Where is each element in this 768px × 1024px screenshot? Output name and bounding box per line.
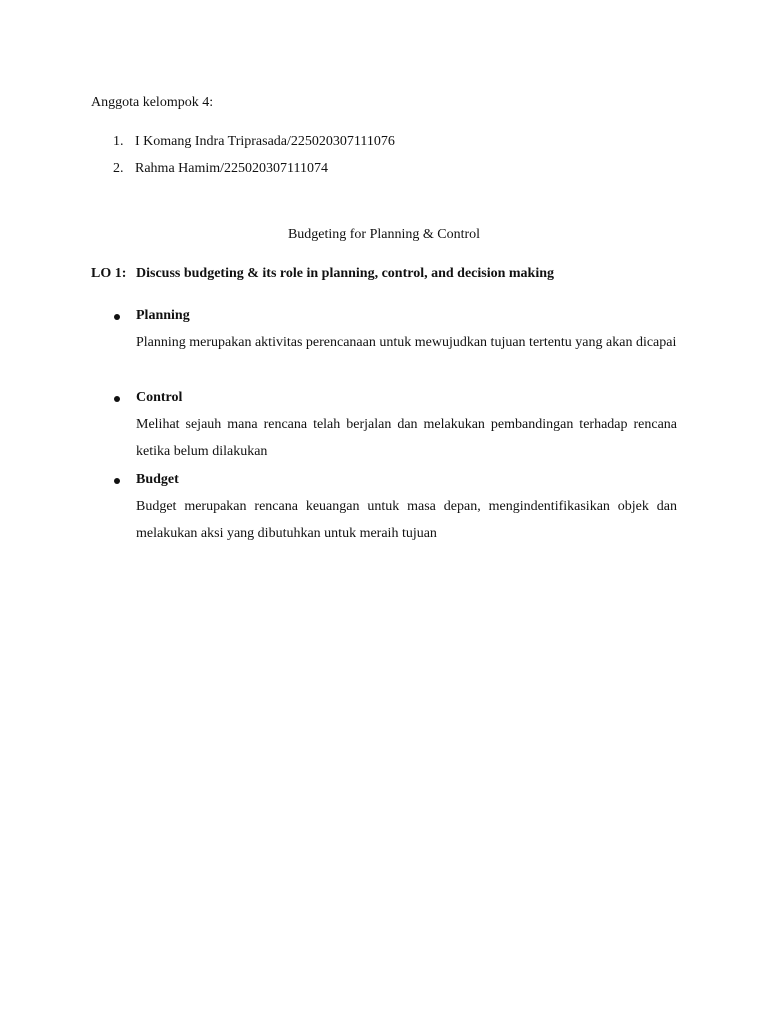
- bullet-icon: [114, 314, 120, 320]
- learning-objective-code: LO 1:: [91, 266, 127, 281]
- bullet-icon: [114, 396, 120, 402]
- member-number: 1.: [113, 134, 124, 149]
- learning-objective-text: Discuss budgeting & its role in planning, control, and decision making: [136, 266, 555, 281]
- bullet-icon: [114, 478, 120, 484]
- member-item: [113, 134, 395, 150]
- member-text: Rahma Hamim/225020307111074: [135, 161, 328, 176]
- concept-description: Budget merupakan rencana keuangan untuk masa depan, mengindentifikasikan objek dan melakukan aksi yang dibutuhkan untuk meraih tujuan: [136, 499, 677, 541]
- member-item: [113, 161, 328, 177]
- concept-description: Planning merupakan aktivitas perencanaan untuk mewujudkan tujuan tertentu yang akan dicapai: [136, 335, 677, 350]
- learning-objective-heading: [91, 266, 554, 282]
- concept-term: Planning: [136, 308, 190, 323]
- member-number: 2.: [113, 161, 124, 176]
- concept-term: Control: [136, 390, 183, 405]
- concept-description: Melihat sejauh mana rencana telah berjalan dan melakukan pembandingan terhadap rencana ketika belum dilakukan: [136, 417, 677, 459]
- group-label: Anggota kelompok 4:: [91, 95, 214, 110]
- member-text: I Komang Indra Triprasada/225020307111076: [135, 134, 395, 149]
- document-title: Budgeting for Planning & Control: [287, 227, 481, 242]
- concept-term: Budget: [136, 472, 179, 487]
